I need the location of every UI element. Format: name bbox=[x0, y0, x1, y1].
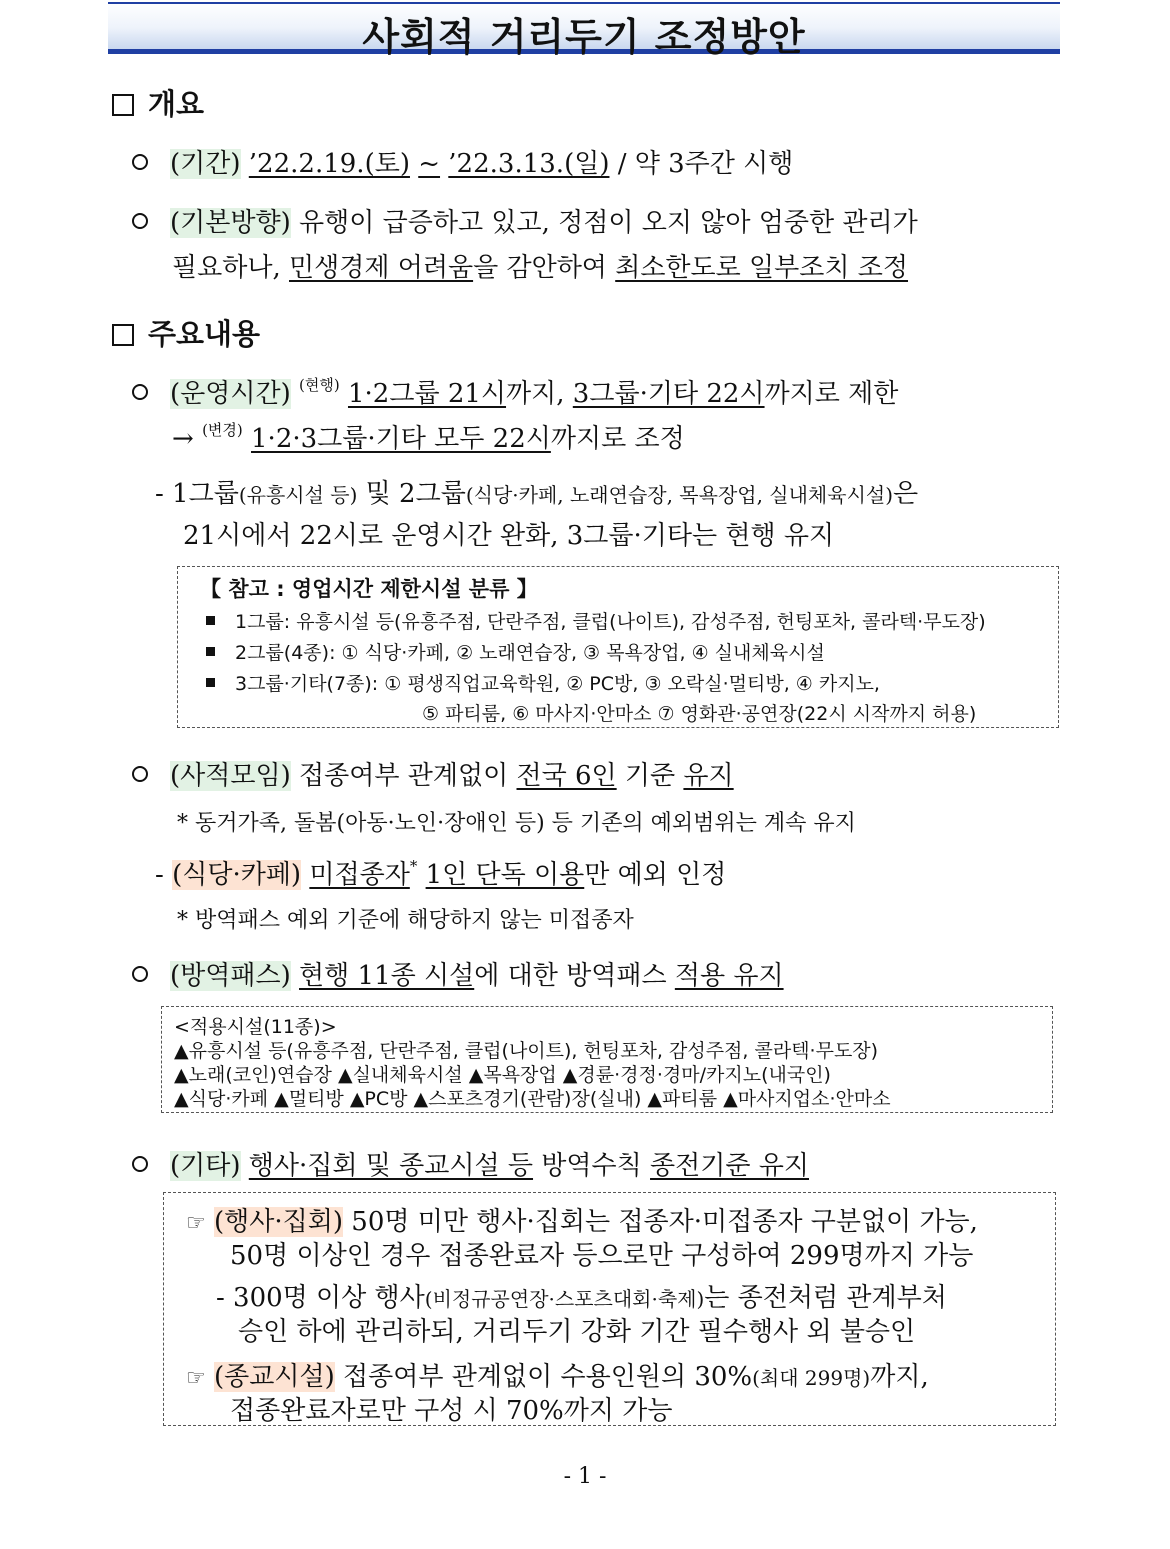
hours-current-c: 3그룹·기타 22시 bbox=[572, 379, 765, 409]
pass-box-line: ▲노래(코인)연습장 ▲실내체육시설 ▲목욕장업 ▲경륜·경정·경마/카지노(내국인) bbox=[174, 1064, 831, 1086]
etc-b: 방역수칙 bbox=[541, 1151, 642, 1181]
square-bullet-icon bbox=[206, 647, 215, 656]
hours-detail-1e: 은 bbox=[893, 479, 919, 509]
religion-label: (종교시설) bbox=[214, 1362, 335, 1392]
footnote-star: * bbox=[409, 857, 418, 875]
gathering-note-1: * 동거가족, 돌봄(아동·노인·장애인 등) 등 기존의 예외범위는 계속 유지 bbox=[177, 811, 856, 836]
direction-label: (기본방향) bbox=[170, 208, 291, 238]
hours-change-tag: (변경) bbox=[202, 421, 243, 439]
large-event-c: 는 종전처럼 관계부처 bbox=[704, 1283, 947, 1313]
reference-item bbox=[206, 607, 986, 634]
pointing-hand-icon: ☞ bbox=[186, 1211, 206, 1236]
period-end: ’22.3.13.(일) bbox=[448, 149, 610, 179]
period-start: ’22.2.19.(토) bbox=[248, 149, 410, 179]
reference-box bbox=[177, 566, 1059, 728]
hours-line-1 bbox=[132, 373, 898, 410]
period-label: (기간) bbox=[170, 149, 241, 179]
religion-line-1 bbox=[186, 1356, 929, 1393]
pass-label: (방역패스) bbox=[170, 961, 291, 991]
etc-a: 행사·집회 및 종교시설 등 bbox=[248, 1151, 534, 1181]
gathering-sub-a: 미접종자 bbox=[309, 860, 410, 890]
hours-current-b: 까지, bbox=[506, 379, 565, 409]
direction-line-2 bbox=[172, 247, 908, 284]
event-line-1 bbox=[186, 1201, 978, 1238]
hours-current-a: 1·2그룹 21시 bbox=[347, 379, 507, 409]
page-title: 사회적 거리두기 조정방안 bbox=[362, 15, 806, 59]
gathering-line bbox=[132, 755, 734, 792]
large-event-b: (비정규공연장·스포츠대회·축제) bbox=[424, 1287, 705, 1311]
hours-change-a: 1·2·3그룹·기타 모두 22시 bbox=[251, 424, 551, 454]
etc-line bbox=[132, 1145, 809, 1182]
pass-a: 현행 11종 시설 bbox=[299, 961, 475, 991]
checkbox-square-icon bbox=[112, 324, 134, 346]
period-line bbox=[132, 143, 793, 180]
direction-text-2b: 민생경제 어려움 bbox=[289, 253, 474, 283]
period-tilde: ~ bbox=[418, 149, 441, 179]
gathering-b: 전국 6인 bbox=[516, 761, 617, 791]
circle-bullet-icon bbox=[132, 966, 148, 982]
pass-c: 적용 유지 bbox=[674, 961, 784, 991]
direction-line-1 bbox=[132, 202, 918, 239]
direction-text-2a: 필요하나, bbox=[172, 253, 281, 283]
section-heading-main bbox=[112, 312, 260, 353]
hours-line-2 bbox=[172, 418, 685, 455]
pass-box-title: <적용시설(11종)> bbox=[174, 1016, 337, 1038]
circle-bullet-icon bbox=[132, 154, 148, 170]
gathering-sub-c: 만 예외 인정 bbox=[584, 860, 727, 890]
event-text-1: 50명 미만 행사·집회는 접종자·미접종자 구분없이 가능, bbox=[351, 1207, 978, 1237]
title-bar bbox=[108, 2, 1060, 59]
gathering-note-2: * 방역패스 예외 기준에 해당하지 않는 미접종자 bbox=[177, 908, 634, 933]
reference-item-text: 2그룹(4종): ① 식당·카페, ② 노래연습장, ③ 목욕장업, ④ 실내체육시설 bbox=[235, 642, 825, 664]
checkbox-square-icon bbox=[112, 94, 134, 116]
hours-current-tag: (현행) bbox=[299, 376, 340, 394]
gathering-label: (사적모임) bbox=[170, 761, 291, 791]
circle-bullet-icon bbox=[132, 1156, 148, 1172]
hours-label: (운영시간) bbox=[170, 379, 291, 409]
etc-c: 종전기준 유지 bbox=[650, 1151, 809, 1181]
arrow-icon: → bbox=[172, 424, 194, 454]
page-number: - 1 - bbox=[563, 1464, 607, 1489]
square-bullet-icon bbox=[206, 678, 215, 687]
reference-item-text: 1그룹: 유흥시설 등(유흥주점, 단란주점, 클럽(나이트), 감성주점, 헌팅포차, 콜라텍·무도장) bbox=[235, 611, 986, 633]
gathering-c: 기준 bbox=[624, 761, 676, 791]
hours-detail-1 bbox=[155, 473, 918, 510]
pass-line bbox=[132, 955, 784, 992]
dash-bullet: - bbox=[155, 860, 164, 890]
direction-text-2c: 을 감안하여 bbox=[473, 253, 607, 283]
circle-bullet-icon bbox=[132, 213, 148, 229]
etc-label: (기타) bbox=[170, 1151, 241, 1181]
reference-item bbox=[206, 638, 825, 665]
event-line-2: 50명 이상인 경우 접종완료자 등으로만 구성하여 299명까지 가능 bbox=[230, 1241, 974, 1271]
hours-detail-1b: (유흥시설 등) bbox=[238, 483, 358, 507]
religion-b: (최대 299명) bbox=[752, 1366, 871, 1390]
pass-box-line: ▲유흥시설 등(유흥주점, 단란주점, 클럽(나이트), 헌팅포차, 감성주점, 콜라텍·무도장) bbox=[174, 1040, 879, 1062]
reference-title: 【 참고 : 영업시간 제한시설 분류 】 bbox=[200, 577, 538, 601]
pass-facilities-box bbox=[161, 1006, 1053, 1113]
large-event-line-2: 승인 하에 관리하되, 거리두기 강화 기간 필수행사 외 불승인 bbox=[238, 1317, 916, 1347]
religion-a: 접종여부 관계없이 수용인원의 30% bbox=[343, 1362, 753, 1392]
hours-detail-1a: - 1그룹 bbox=[155, 479, 239, 509]
pass-box-line: ▲식당·카페 ▲멀티방 ▲PC방 ▲스포츠경기(관람)장(실내) ▲파티룸 ▲마사지업소·안마소 bbox=[174, 1088, 891, 1110]
title-top-rule bbox=[108, 2, 1060, 4]
etc-detail-box bbox=[163, 1192, 1056, 1426]
gathering-a: 접종여부 관계없이 bbox=[299, 761, 509, 791]
reference-item-text: 3그룹·기타(7종): ① 평생직업교육학원, ② PC방, ③ 오락실·멀티방, ④ 카지노, bbox=[235, 673, 880, 695]
gathering-d: 유지 bbox=[683, 761, 734, 791]
gathering-sub-line bbox=[155, 854, 726, 891]
hours-current-d: 까지로 제한 bbox=[764, 379, 899, 409]
reference-item bbox=[206, 669, 880, 696]
gathering-sub-label: (식당·카페) bbox=[172, 860, 302, 890]
direction-text-2d: 최소한도로 일부조치 조정 bbox=[615, 253, 909, 283]
large-event-a: - 300명 이상 행사 bbox=[216, 1283, 425, 1313]
section-heading-text: 개요 bbox=[148, 87, 205, 121]
circle-bullet-icon bbox=[132, 766, 148, 782]
square-bullet-icon bbox=[206, 616, 215, 625]
circle-bullet-icon bbox=[132, 384, 148, 400]
hours-detail-1d: (식당·카페, 노래연습장, 목욕장업, 실내체육시설) bbox=[465, 483, 894, 507]
religion-line-2: 접종완료자로만 구성 시 70%까지 가능 bbox=[230, 1396, 673, 1426]
section-heading-text: 주요내용 bbox=[148, 317, 261, 351]
hours-detail-2: 21시에서 22시로 운영시간 완화, 3그룹·기타는 현행 유지 bbox=[183, 521, 835, 551]
pass-b: 에 대한 방역패스 bbox=[474, 961, 667, 991]
reference-continuation: ⑤ 파티룸, ⑥ 마사지·안마소 ⑦ 영화관·공연장(22시 시작까지 허용) bbox=[422, 703, 977, 725]
pointing-hand-icon: ☞ bbox=[186, 1366, 206, 1391]
gathering-sub-b: 1인 단독 이용 bbox=[425, 860, 585, 890]
religion-c: 까지, bbox=[870, 1362, 929, 1392]
large-event-line-1 bbox=[216, 1277, 947, 1314]
event-label: (행사·집회) bbox=[214, 1207, 344, 1237]
direction-text-1: 유행이 급증하고 있고, 정점이 오지 않아 엄중한 관리가 bbox=[299, 208, 918, 238]
hours-detail-1c: 및 2그룹 bbox=[365, 479, 466, 509]
section-heading-overview bbox=[112, 82, 204, 123]
period-rest: / 약 3주간 시행 bbox=[617, 149, 794, 179]
hours-change-b: 까지로 조정 bbox=[550, 424, 685, 454]
